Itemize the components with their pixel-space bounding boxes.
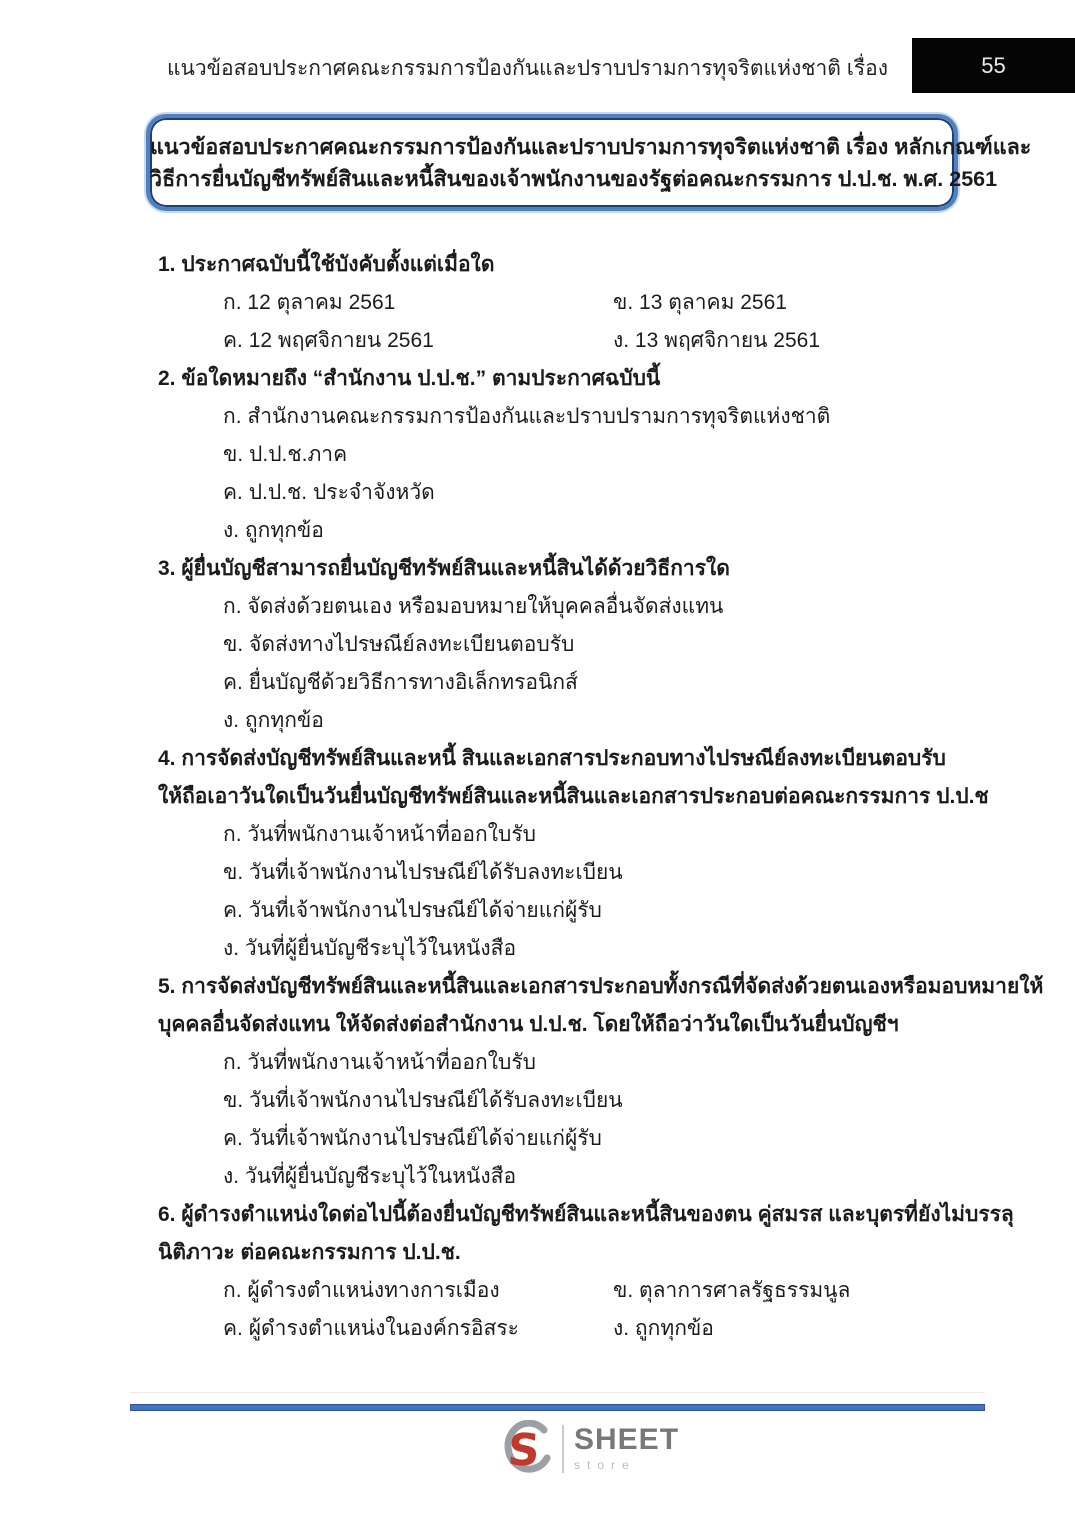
option-b: ข. 13 ตุลาคม 2561 — [613, 291, 787, 314]
option-b: ข. ป.ป.ช.ภาค — [223, 443, 348, 466]
question-5-options — [158, 1044, 963, 1196]
question-2-text: 2. ข้อใดหมายถึง “สำนักงาน ป.ป.ช.” ตามประกาศฉบับนี้ — [158, 367, 661, 390]
option-d: ง. ถูกทุกข้อ — [223, 519, 324, 542]
option-b: ข. วันที่เจ้าพนักงานไปรษณีย์ได้รับลงทะเบียน — [223, 1089, 623, 1112]
option-d: ง. วันที่ผู้ยื่นบัญชีระบุไว้ในหนังสือ — [223, 1165, 517, 1188]
question-6-text-line-2: นิติภาวะ ต่อคณะกรรมการ ป.ป.ช. — [158, 1241, 461, 1264]
option-b: ข. จัดส่งทางไปรษณีย์ลงทะเบียนตอบรับ — [223, 633, 575, 656]
option-a: ก. สำนักงานคณะกรรมการป้องกันและปราบปรามการทุจริตแห่งชาติ — [223, 405, 831, 428]
question-3 — [158, 550, 963, 740]
option-b: ข. วันที่เจ้าพนักงานไปรษณีย์ได้รับลงทะเบียน — [223, 861, 623, 884]
page-header-title: แนวข้อสอบประกาศคณะกรรมการป้องกันและปราบปรามการทุจริตแห่งชาติ เรื่อง — [166, 57, 889, 80]
logo-sub-text: store — [574, 1458, 636, 1472]
page-number: 55 — [981, 52, 1006, 78]
question-2 — [158, 360, 963, 550]
question-4 — [158, 740, 989, 968]
question-5-text-line-2: บุคคลอื่นจัดส่งแทน ให้จัดส่งต่อสำนักงาน ป.ป.ช. โดยให้ถือว่าวันใดเป็นวันยื่นบัญชีฯ — [158, 1013, 899, 1036]
question-6 — [158, 1196, 1014, 1348]
option-c: ค. ผู้ดำรงตำแหน่งในองค์กรอิสระ — [223, 1317, 519, 1340]
sheet-store-s-icon — [500, 1420, 554, 1478]
footer-blue-rule — [130, 1404, 985, 1411]
question-4-options — [158, 816, 963, 968]
option-d: ง. 13 พฤศจิกายน 2561 — [613, 329, 821, 352]
question-5-text-line-1: 5. การจัดส่งบัญชีทรัพย์สินและหนี้สินและเอกสารประกอบทั้งกรณีที่จัดส่งด้วยตนเองหรือมอบหมายให้ — [158, 975, 1044, 998]
exam-title-line-2: วิธีการยื่นบัญชีทรัพย์สินและหนี้สินของเจ้าพนักงานของรัฐต่อคณะกรรมการ ป.ป.ช. พ.ศ. 2561 — [150, 166, 998, 191]
option-a: ก. วันที่พนักงานเจ้าหน้าที่ออกใบรับ — [223, 823, 536, 846]
option-b: ข. ตุลาการศาลรัฐธรรมนูล — [613, 1279, 851, 1302]
question-6-options — [158, 1272, 963, 1348]
question-3-text: 3. ผู้ยื่นบัญชีสามารถยื่นบัญชีทรัพย์สินและหนี้สินได้ด้วยวิธีการใด — [158, 557, 730, 580]
questions-area — [158, 246, 1044, 1348]
exam-title-line-1: แนวข้อสอบประกาศคณะกรรมการป้องกันและปราบปรามการทุจริตแห่งชาติ เรื่อง หลักเกณฑ์และ — [150, 134, 1032, 159]
question-4-text-line-1: 4. การจัดส่งบัญชีทรัพย์สินและหนี้ สินและเอกสารประกอบทางไปรษณีย์ลงทะเบียนตอบรับ — [158, 747, 946, 770]
option-c: ค. ยื่นบัญชีด้วยวิธีการทางอิเล็กทรอนิกส์ — [223, 671, 578, 694]
logo-brand-text: SHEET — [574, 1423, 680, 1456]
option-c: ค. วันที่เจ้าพนักงานไปรษณีย์ได้จ่ายแก่ผู้รับ — [223, 899, 602, 922]
question-1-text: 1. ประกาศฉบับนี้ใช้บังคับตั้งแต่เมื่อใด — [158, 253, 495, 276]
question-2-options — [158, 398, 963, 550]
question-4-text-line-2: ให้ถือเอาวันใดเป็นวันยื่นบัญชีทรัพย์สินและหนี้สินและเอกสารประกอบต่อคณะกรรมการ ป.ป.ช — [158, 785, 989, 808]
question-1-options — [158, 284, 963, 360]
question-1 — [158, 246, 963, 360]
option-a: ก. วันที่พนักงานเจ้าหน้าที่ออกใบรับ — [223, 1051, 536, 1074]
option-d: ง. วันที่ผู้ยื่นบัญชีระบุไว้ในหนังสือ — [223, 937, 517, 960]
option-c: ค. 12 พฤศจิกายน 2561 — [223, 329, 434, 352]
footer-hairline — [130, 1392, 985, 1393]
option-a: ก. 12 ตุลาคม 2561 — [223, 291, 396, 314]
option-a: ก. ผู้ดำรงตำแหน่งทางการเมือง — [223, 1279, 500, 1302]
option-c: ค. วันที่เจ้าพนักงานไปรษณีย์ได้จ่ายแก่ผู้รับ — [223, 1127, 602, 1150]
question-3-options — [158, 588, 963, 740]
option-d: ง. ถูกทุกข้อ — [613, 1317, 714, 1340]
logo-wordmark — [574, 1425, 679, 1473]
option-d: ง. ถูกทุกข้อ — [223, 709, 324, 732]
svg-text:S: S — [506, 1425, 542, 1476]
question-5 — [158, 968, 1044, 1196]
logo-divider — [562, 1425, 564, 1473]
question-6-text-line-1: 6. ผู้ดำรงตำแหน่งใดต่อไปนี้ต้องยื่นบัญชีทรัพย์สินและหนี้สินของตน คู่สมรส และบุตรที่ยังไม่บรรลุ — [158, 1203, 1014, 1226]
option-c: ค. ป.ป.ช. ประจำจังหวัด — [223, 481, 435, 504]
page-number-box — [912, 38, 1075, 93]
exam-title-box — [146, 114, 1032, 211]
option-a: ก. จัดส่งด้วยตนเอง หรือมอบหมายให้บุคคลอื่นจัดส่งแทน — [223, 595, 724, 618]
sheet-store-logo — [500, 1420, 679, 1478]
